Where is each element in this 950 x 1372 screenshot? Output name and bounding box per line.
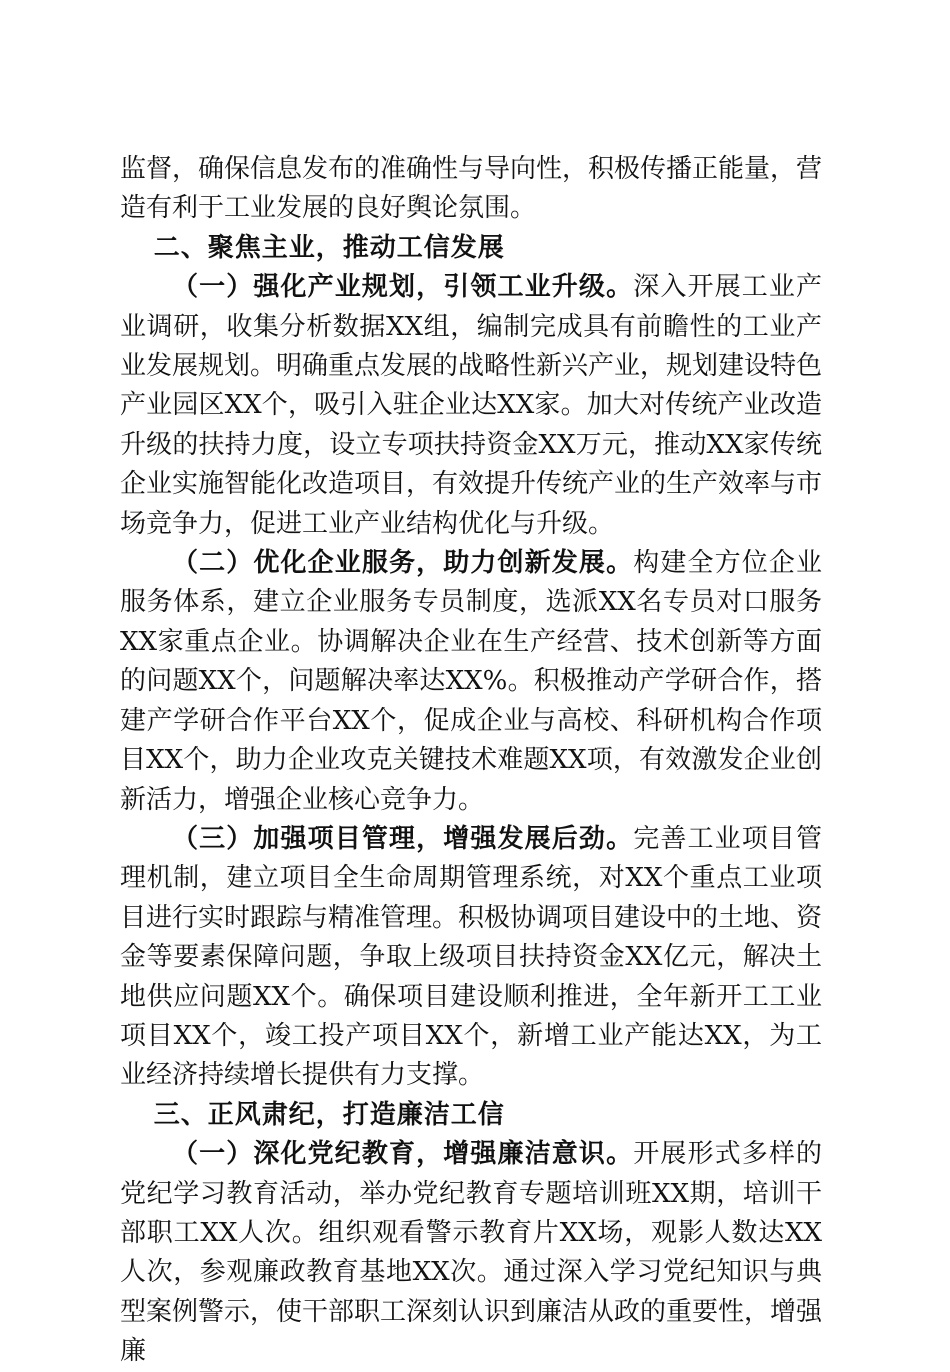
- paragraph-text: 开展形式多样的党纪学习教育活动，举办党纪教育专题培训班XX期，培训干部职工XX人次。组织观看警示教育片XX场，观影人数达XX人次，参观廉政教育基地XX次。通过深入学习党纪知识与典型案例警示，使干部职工深刻认识到廉洁从政的重要性，增强廉: [120, 1139, 823, 1367]
- paragraph-3-1: [120, 1135, 822, 1371]
- paragraph-text: 构建全方位企业服务体系，建立企业服务专员制度，选派XX名专员对口服务XX家重点企业。协调解决企业在生产经营、技术创新等方面的问题XX个，问题解决率达XX%。积极推动产学研合作，搭建产学研合作平台XX个，促成企业与高校、科研机构合作项目XX个，助力企业攻克关键技术难题XX项，有效激发企业创新活力，增强企业核心竞争力。: [120, 548, 822, 815]
- paragraph-lead: （一）强化产业规划，引领工业升级。: [172, 272, 634, 303]
- paragraph-2-3: [120, 820, 822, 1096]
- paragraph-lead: （三）加强项目管理，增强发展后劲。: [172, 823, 634, 854]
- paragraph-2-2: [120, 544, 822, 820]
- paragraph-text: 深入开展工业产业调研，收集分析数据XX组，编制完成具有前瞻性的工业产业发展规划。明确重点发展的战略性新兴产业，规划建设特色产业园区XX个，吸引入驻企业达XX家。加大对传统产业改造升级的扶持力度，设立专项扶持资金XX万元，推动XX家传统企业实施智能化改造项目，有效提升传统产业的生产效率与市场竞争力，促进工业产业结构优化与升级。: [120, 272, 823, 539]
- document-page: [120, 150, 822, 1372]
- section-heading-3: 三、正风肃纪，打造廉洁工信: [153, 1099, 505, 1130]
- paragraph-text: 完善工业项目管理机制，建立项目全生命周期管理系统，对XX个重点工业项目进行实时跟踪与精准管理。积极协调项目建设中的土地、资金等要素保障问题，争取上级项目扶持资金XX亿元，解决土地供应问题XX个。确保项目建设顺利推进，全年新开工工业项目XX个，竣工投产项目XX个，新增工业产能达XX，为工业经济持续增长提供有力支撑。: [120, 823, 823, 1091]
- section-heading-2: 二、聚焦主业，推动工信发展: [153, 232, 505, 263]
- paragraph-lead: （二）优化企业服务，助力创新发展。: [172, 548, 634, 579]
- paragraph-text: 监督，确保信息发布的准确性与导向性，积极传播正能量，营造有利于工业发展的良好舆论氛围。: [120, 154, 823, 224]
- paragraph-continuation: [120, 150, 822, 229]
- paragraph-2-1: [120, 268, 822, 544]
- paragraph-lead: （一）深化党纪教育，增强廉洁意识。: [172, 1139, 634, 1170]
